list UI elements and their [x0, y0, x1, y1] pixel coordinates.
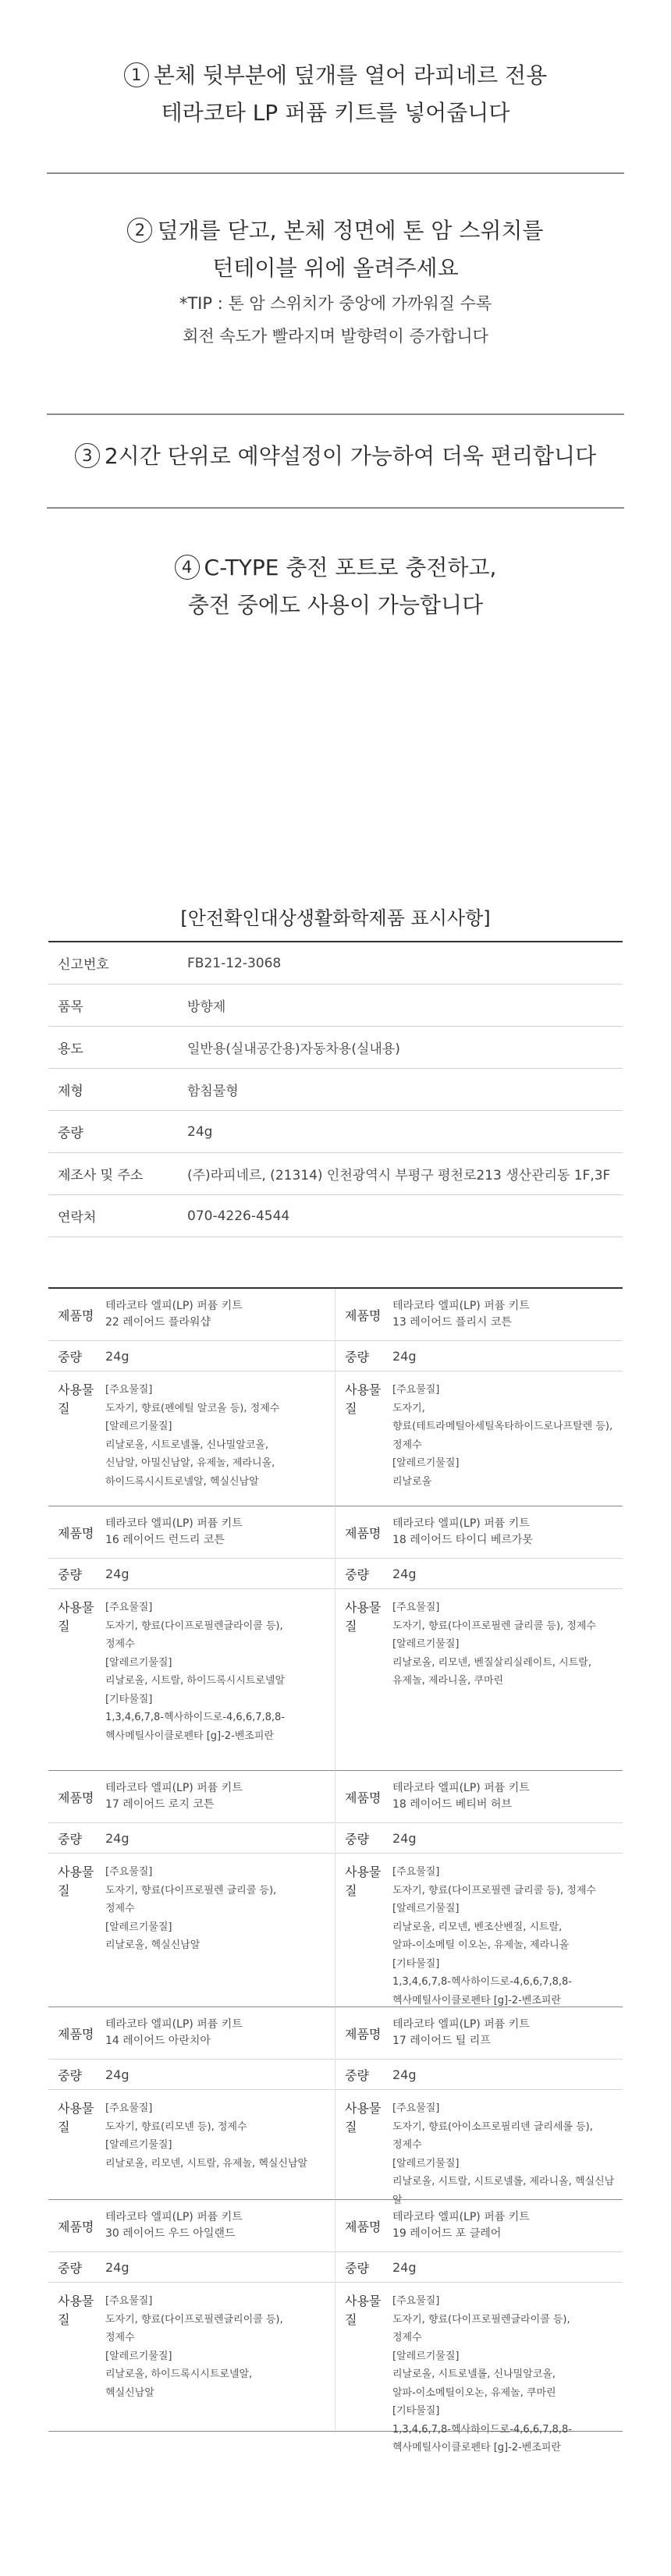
material-line: [주요물질]	[105, 1384, 153, 1396]
step-text: 덮개를 닫고, 본체 정면에 톤 암 스위치를	[157, 218, 544, 243]
product-name-label: 제품명	[58, 1525, 94, 1541]
info-key: 신고번호	[58, 957, 109, 973]
material-line: [주요물질]	[105, 2102, 153, 2114]
product-name-value	[105, 1780, 335, 1813]
product-material-value	[105, 2099, 335, 2173]
product-name-line: 17 레이어드 로지 코튼	[105, 1798, 215, 1811]
product-material-label: 사용물질	[58, 2101, 94, 2134]
product-cell	[48, 1506, 336, 1771]
material-line: [주요물질]	[392, 1384, 440, 1396]
product-name-value	[105, 1516, 335, 1549]
material-line: 신남알, 아밀신남알, 유제놀, 제라니올,	[105, 1457, 275, 1469]
info-key: 연락처	[58, 1210, 97, 1226]
material-line: 도자기, 향료(다이프로필렌글리이콜 등),	[105, 2313, 283, 2326]
product-weight-label: 중량	[345, 2260, 369, 2276]
product-name-value	[105, 2209, 335, 2242]
material-line: [알레르기물질]	[105, 2350, 172, 2362]
product-material-row	[48, 2283, 335, 2431]
product-weight-label: 중량	[58, 1567, 82, 1582]
material-line: 리날로올, 시트로넬롤, 신나밀알코올,	[392, 2368, 556, 2380]
product-weight-row	[336, 2252, 623, 2283]
info-key: 품목	[58, 999, 83, 1015]
product-material-value	[392, 1598, 623, 1691]
material-line: 리날로올, 헥실신남알	[105, 1939, 201, 1951]
product-material-row	[48, 1854, 335, 2007]
product-cell	[336, 1771, 623, 2007]
product-name-value	[392, 2017, 623, 2049]
product-material-value	[392, 2099, 623, 2209]
product-weight-row	[48, 1341, 335, 1371]
material-line: 도자기, 향료(다이프로필렌 글리콜 등),	[105, 1884, 277, 1897]
safety-info-title: [안전확인대상생활화학제품 표시사항]	[180, 907, 491, 929]
product-material-row	[48, 1371, 335, 1506]
product-weight-value: 24g	[105, 1348, 130, 1364]
product-name-line: 19 레이어드 포 클레어	[392, 2227, 502, 2240]
product-weight-row	[336, 1823, 623, 1854]
info-row	[48, 1153, 623, 1195]
material-line: [기타물질]	[392, 1957, 440, 1970]
product-weight-row	[336, 1341, 623, 1371]
product-weight-row	[48, 2252, 335, 2283]
product-weight-label: 중량	[58, 1349, 82, 1364]
material-line: [알레르기물질]	[105, 1421, 172, 1432]
product-cell	[336, 1289, 623, 1506]
step-number: 2	[127, 218, 152, 243]
material-line: 헥사메틸사이클로펜타 [g]-2-벤조피란	[105, 1730, 274, 1742]
info-value: 24g	[187, 1123, 213, 1140]
product-material-value	[392, 1381, 623, 1491]
product-material-label: 사용물질	[345, 1865, 382, 1898]
material-line: [알레르기물질]	[392, 1638, 460, 1650]
info-key: 용도	[58, 1041, 83, 1057]
material-line: [알레르기물질]	[105, 2139, 172, 2151]
info-row	[48, 1027, 623, 1069]
product-cell	[48, 1771, 336, 2007]
product-weight-value: 24g	[392, 2259, 417, 2275]
product-name-line: 16 레이어드 런드리 코튼	[105, 1534, 225, 1546]
info-key: 제조사 및 주소	[58, 1168, 144, 1183]
info-row	[48, 1195, 623, 1237]
product-material-label: 사용물질	[58, 1382, 94, 1416]
product-weight-row	[336, 1559, 623, 1589]
info-row	[48, 985, 623, 1027]
product-name-row	[48, 1771, 335, 1823]
product-weight-value: 24g	[105, 1830, 130, 1846]
material-line: 리날로올, 시트랄, 시트로넬롤, 제라니올, 헥실신남알	[392, 2176, 615, 2206]
material-line: [알레르기물질]	[392, 2157, 460, 2170]
product-material-label: 사용물질	[58, 1865, 94, 1898]
product-material-label: 사용물질	[345, 1600, 382, 1634]
step-text: C-TYPE 충전 포트로 충전하고,	[204, 555, 497, 580]
material-line: 알파-이소메틸이오논, 유제놀, 쿠마린	[392, 2386, 556, 2399]
product-name-row	[48, 1506, 335, 1559]
material-line: 리날로올, 시트로넬롤, 신나밀알코올,	[105, 1439, 269, 1451]
info-value: (주)라피네르, (21314) 인천광역시 부평구 평천로213 생산관리동 1F,3F	[187, 1168, 611, 1183]
material-line: [주요물질]	[392, 2295, 440, 2307]
product-name-line: 테라코타 엘피(LP) 퍼퓸 키트	[105, 1517, 243, 1530]
material-line: 도자기, 향료(다이프로필렌글라이콜 등),	[392, 2313, 570, 2326]
product-name-label: 제품명	[345, 1790, 382, 1805]
product-cell	[336, 2200, 623, 2454]
material-line: 리날로올, 하이드록시시트로넬알,	[105, 2368, 253, 2380]
material-line: 정제수	[105, 1638, 135, 1650]
material-line: 1,3,4,6,7,8-헥사하이드로-4,6,6,7,8,8-	[105, 1712, 285, 1723]
material-line: 정제수	[105, 1903, 135, 1914]
product-weight-row	[336, 2060, 623, 2090]
product-material-row	[48, 1589, 335, 1770]
product-name-line: 테라코타 엘피(LP) 퍼퓸 키트	[105, 2211, 243, 2223]
step-text: 턴테이블 위에 올려주세요	[212, 255, 459, 281]
product-name-row	[336, 1289, 623, 1341]
info-row	[48, 942, 623, 985]
material-line: 정제수	[105, 2332, 135, 2344]
material-line: 도자기, 향료(펜에틸 알코올 등), 정제수	[105, 1402, 280, 1414]
step-text: 테라코타 LP 퍼퓸 키트를 넣어줍니다	[161, 100, 510, 126]
info-row	[48, 1111, 623, 1153]
material-line: 리날로올, 시트랄, 하이드록시시트로넬알	[105, 1675, 286, 1687]
step-number: 4	[175, 555, 200, 580]
info-value: FB21-12-3068	[187, 955, 282, 971]
product-weight-label: 중량	[345, 1831, 369, 1847]
product-name-row	[336, 1506, 623, 1559]
product-name-line: 테라코타 엘피(LP) 퍼퓸 키트	[105, 2018, 243, 2031]
material-line: 리날로올	[392, 1475, 432, 1488]
product-cell	[48, 2007, 336, 2200]
material-line: [알레르기물질]	[105, 1656, 172, 1669]
material-line: [주요물질]	[392, 1602, 440, 1613]
material-line: 리날로올, 리모넨, 시트랄, 유제놀, 헥실신남알	[105, 2157, 308, 2170]
material-line: 하이드록시시트로넬알, 헥실신남알	[105, 1475, 259, 1488]
product-cell	[336, 1506, 623, 1771]
material-line: [알레르기물질]	[105, 1921, 172, 1933]
product-weight-label: 중량	[345, 2067, 369, 2083]
info-key: 중량	[58, 1126, 83, 1141]
product-weight-value: 24g	[392, 2067, 417, 2082]
product-weight-row	[48, 1823, 335, 1854]
safety-info-table	[48, 941, 623, 1237]
product-name-row	[336, 2200, 623, 2252]
product-material-value	[105, 1598, 335, 1745]
divider	[47, 172, 624, 174]
info-value: 함침물형	[187, 1084, 239, 1099]
material-line: 1,3,4,6,7,8-헥사하이드로-4,6,6,7,8,8-	[392, 1976, 572, 1988]
product-name-value	[392, 1780, 623, 1813]
product-weight-label: 중량	[58, 1831, 82, 1847]
product-name-line: 17 레이어드 틸 리프	[392, 2035, 491, 2047]
product-material-label: 사용물질	[345, 2294, 382, 2327]
product-weight-value: 24g	[105, 1566, 130, 1581]
product-name-value	[392, 2209, 623, 2242]
product-material-row	[336, 1589, 623, 1770]
product-weight-row	[48, 2060, 335, 2090]
product-name-value	[392, 1516, 623, 1549]
product-material-label: 사용물질	[58, 2294, 94, 2327]
material-line: [알레르기물질]	[392, 1903, 460, 1914]
product-material-value	[105, 1863, 335, 1955]
divider	[47, 507, 624, 509]
product-weight-value: 24g	[392, 1830, 417, 1846]
tip-text: 회전 속도가 빨라지며 발향력이 증가합니다	[183, 327, 488, 346]
product-cell	[48, 2200, 336, 2432]
product-table	[48, 1287, 623, 2454]
tip-text: *TIP : 톤 암 스위치가 중앙에 가까워질 수록	[179, 294, 492, 313]
material-line: 향료(테트라메틸아세틸옥타하이드로나프탈렌 등),	[392, 1421, 613, 1432]
step-3	[0, 438, 671, 475]
product-name-line: 테라코타 엘피(LP) 퍼퓸 키트	[392, 1300, 530, 1312]
material-line: 리날로올, 리모넨, 벤질살리실레이트, 시트랄,	[392, 1656, 591, 1669]
product-material-label: 사용물질	[345, 1382, 382, 1416]
product-name-row	[336, 2007, 623, 2060]
product-weight-row	[48, 1559, 335, 1589]
material-line: 도자기, 향료(다이프로필렌 글리콜 등), 정제수	[392, 1620, 596, 1632]
step-text: 2시간 단위로 예약설정이 가능하여 더욱 편리합니다	[104, 443, 597, 469]
material-line: [주요물질]	[105, 1866, 153, 1878]
material-line: 1,3,4,6,7,8-헥사하이드로-4,6,6,7,8,8-	[392, 2423, 572, 2436]
product-name-value	[105, 2017, 335, 2049]
material-line: 헥사메틸사이클로펜타 [g]-2-벤조피란	[392, 1994, 561, 2007]
product-weight-value: 24g	[105, 2259, 130, 2275]
material-line: [기타물질]	[392, 2405, 440, 2417]
product-name-label: 제품명	[345, 2026, 382, 2042]
material-line: 도자기, 향료(리모넨 등), 정제수	[105, 2120, 247, 2133]
product-name-label: 제품명	[58, 2219, 94, 2234]
product-name-label: 제품명	[58, 1790, 94, 1805]
material-line: [주요물질]	[392, 2102, 440, 2114]
material-line: 정제수	[392, 2332, 422, 2344]
product-material-row	[336, 1371, 623, 1506]
product-name-value	[105, 1298, 335, 1331]
product-weight-label: 중량	[58, 2260, 82, 2276]
material-line: 알파-이소메틸 이오논, 유제놀, 제라니올	[392, 1939, 570, 1951]
material-line: [알레르기물질]	[392, 2350, 460, 2362]
info-value: 070-4226-4544	[187, 1208, 290, 1224]
divider	[47, 413, 624, 415]
product-cell	[48, 1289, 336, 1506]
product-material-value	[105, 1381, 335, 1491]
product-name-label: 제품명	[345, 1308, 382, 1323]
product-name-line: 테라코타 엘피(LP) 퍼퓸 키트	[392, 2018, 530, 2031]
product-name-label: 제품명	[345, 1525, 382, 1541]
material-line: 헥실신남알	[105, 2386, 154, 2399]
product-weight-value: 24g	[392, 1566, 417, 1581]
info-key: 제형	[58, 1084, 83, 1099]
material-line: 유제놀, 제라니올, 쿠마린	[392, 1675, 504, 1687]
step-2	[0, 212, 671, 353]
product-weight-label: 중량	[58, 2067, 82, 2083]
product-material-value	[105, 2292, 335, 2402]
material-line: [주요물질]	[392, 1866, 440, 1878]
info-row	[48, 1069, 623, 1111]
product-material-row	[336, 2090, 623, 2206]
product-name-line: 14 레이어드 아란치아	[105, 2035, 211, 2047]
product-name-row	[48, 2007, 335, 2060]
info-value: 방향제	[187, 999, 226, 1015]
product-name-line: 테라코타 엘피(LP) 퍼퓸 키트	[392, 1782, 530, 1794]
product-name-label: 제품명	[58, 2026, 94, 2042]
material-line: 도자기, 향료(다이프로필렌 글리콜 등), 정제수	[392, 1884, 596, 1897]
material-line: [기타물질]	[105, 1693, 153, 1705]
product-name-line: 13 레이어드 플리시 코튼	[392, 1316, 512, 1329]
material-line: [주요물질]	[105, 2295, 153, 2307]
product-material-value	[392, 2292, 623, 2457]
material-line: 도자기,	[392, 1402, 425, 1414]
product-weight-value: 24g	[105, 2067, 130, 2082]
product-name-line: 테라코타 엘피(LP) 퍼퓸 키트	[392, 1517, 530, 1530]
product-weight-label: 중량	[345, 1567, 369, 1582]
material-line: 리날로올, 리모넨, 벤조산벤질, 시트랄,	[392, 1921, 563, 1933]
step-text: 충전 중에도 사용이 가능합니다	[187, 592, 484, 618]
product-name-line: 테라코타 엘피(LP) 퍼퓸 키트	[105, 1782, 243, 1794]
step-1	[0, 57, 671, 132]
product-name-line: 18 레이어드 타이디 베르가못	[392, 1534, 533, 1546]
product-name-row	[48, 2200, 335, 2252]
material-line: [알레르기물질]	[392, 1457, 460, 1469]
product-material-row	[48, 2090, 335, 2199]
product-weight-label: 중량	[345, 1349, 369, 1364]
product-material-value	[392, 1863, 623, 2010]
material-line: 정제수	[392, 1439, 422, 1451]
step-number: 3	[75, 443, 100, 468]
material-line: [주요물질]	[105, 1602, 153, 1613]
product-name-row	[336, 1771, 623, 1823]
material-line: 도자기, 향료(아이소프로필리덴 글리세롤 등),	[392, 2120, 593, 2133]
product-cell	[336, 2007, 623, 2206]
material-line: 정제수	[392, 2139, 422, 2151]
step-number: 1	[124, 62, 149, 87]
product-name-line: 30 레이어드 우드 아일랜드	[105, 2227, 236, 2240]
product-name-line: 22 레이어드 플라워샵	[105, 1316, 211, 1329]
product-material-row	[336, 1854, 623, 2007]
step-4	[0, 549, 671, 624]
material-line: 도자기, 향료(다이프로필렌글라이콜 등),	[105, 1620, 283, 1632]
product-name-label: 제품명	[345, 2219, 382, 2234]
material-line: 헥사메틸사이클로펜타 [g]-2-벤조피란	[392, 2442, 561, 2454]
product-name-row	[48, 1289, 335, 1341]
info-value: 일반용(실내공간용)자동차용(실내용)	[187, 1041, 400, 1057]
product-name-label: 제품명	[58, 1308, 94, 1323]
product-weight-value: 24g	[392, 1348, 417, 1364]
product-name-line: 18 레이어드 베티버 허브	[392, 1798, 512, 1811]
product-material-label: 사용물질	[345, 2101, 382, 2134]
product-material-label: 사용물질	[58, 1600, 94, 1634]
step-text: 본체 뒷부분에 덮개를 열어 라피네르 전용	[153, 62, 548, 88]
product-material-row	[336, 2283, 623, 2454]
product-name-line: 테라코타 엘피(LP) 퍼퓸 키트	[105, 1300, 243, 1312]
product-name-line: 테라코타 엘피(LP) 퍼퓸 키트	[392, 2211, 530, 2223]
product-name-value	[392, 1298, 623, 1331]
